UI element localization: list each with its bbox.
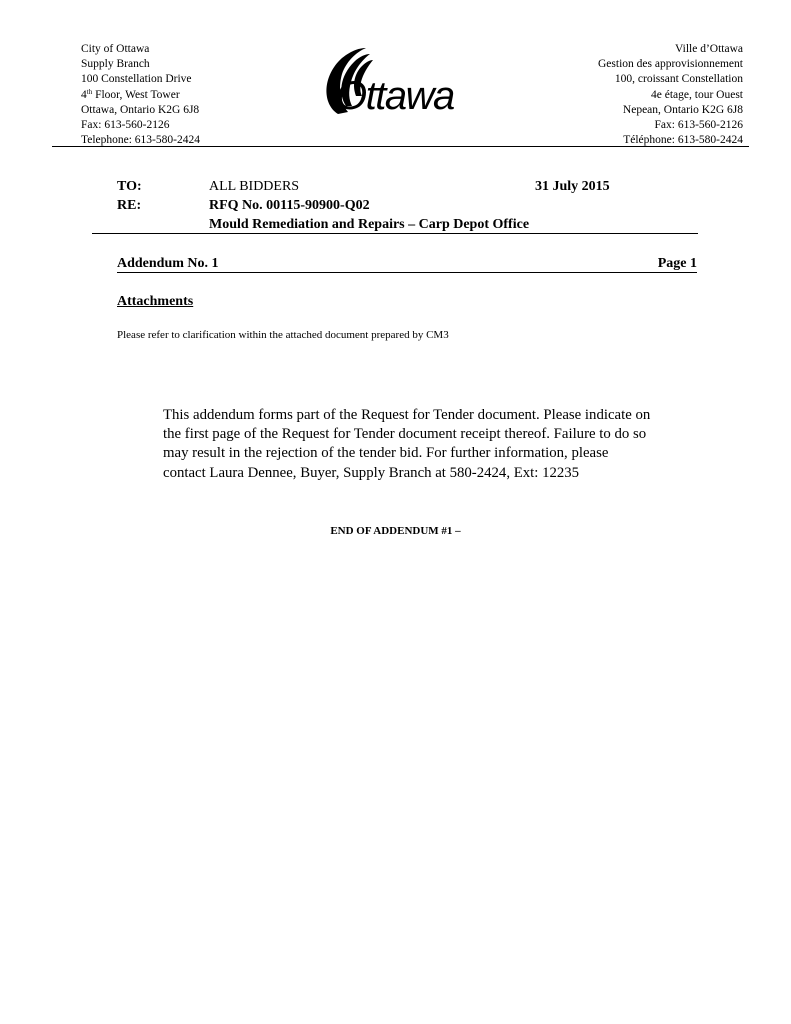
memo-re-row <box>117 196 697 215</box>
letterhead-line: Nepean, Ontario K2G 6J8 <box>622 103 743 116</box>
letterhead-line: Telephone: 613-580-2424 <box>81 134 200 147</box>
logo-wordmark: Ottawa <box>336 74 454 118</box>
letterhead-divider <box>52 146 749 147</box>
floor-suffix: th <box>86 87 93 96</box>
memo-date: 31 July 2015 <box>535 179 610 194</box>
body-paragraph <box>163 406 693 483</box>
memo-subject: Mould Remediation and Repairs – Carp Depot Office <box>209 217 530 232</box>
to-value: ALL BIDDERS <box>209 179 300 194</box>
page-number: Page 1 <box>657 256 697 271</box>
re-value: RFQ No. 00115-90900-Q02 <box>209 198 370 213</box>
letterhead-line: City of Ottawa <box>81 43 150 55</box>
body-line: contact Laura Dennee, Buyer, Supply Branch at 580-2424, Ext: 12235 <box>163 464 580 481</box>
memo-divider <box>92 233 698 234</box>
re-label: RE: <box>117 198 142 213</box>
memo-to-row <box>117 177 697 196</box>
letterhead-line: 4e étage, tour Ouest <box>651 88 743 101</box>
memo-header <box>117 177 697 234</box>
end-text: END OF ADDENDUM #1 – <box>330 525 461 537</box>
letterhead-line: Fax: 613-560-2126 <box>81 119 170 132</box>
floor-text: Floor, West Tower <box>95 88 180 101</box>
ottawa-logo <box>316 44 492 120</box>
body-line: This addendum forms part of the Request for Tender document. Please indicate on <box>163 407 651 423</box>
letterhead-line: Fax: 613-560-2126 <box>654 119 743 132</box>
letterhead-line: 100 Constellation Drive <box>81 73 192 86</box>
letterhead-french-address <box>598 42 743 148</box>
end-of-addendum <box>0 525 791 537</box>
body-line: the first page of the Request for Tender document receipt thereof. Failure to do so <box>163 426 647 443</box>
addendum-number: Addendum No. 1 <box>117 256 219 271</box>
body-line: may result in the rejection of the tender bid. For further information, please <box>163 445 609 462</box>
letterhead-line: Ville d’Ottawa <box>675 43 743 55</box>
memo-subject-row <box>117 215 697 234</box>
letterhead-line: Supply Branch <box>81 58 150 71</box>
letterhead-line: Ottawa, Ontario K2G 6J8 <box>81 103 200 116</box>
letterhead-line: Gestion des approvisionnement <box>597 58 743 71</box>
to-label: TO: <box>117 179 142 194</box>
attachments-heading: Attachments <box>117 294 194 309</box>
letterhead-line: 100, croissant Constellation <box>614 73 743 86</box>
letterhead-line-floor <box>81 88 200 103</box>
addendum-divider <box>117 272 697 273</box>
attachments-note: Please refer to clarification within the attached document prepared by CM3 <box>117 329 449 341</box>
letterhead-english-address <box>81 42 200 148</box>
letterhead-line: Téléphone: 613-580-2424 <box>623 134 743 147</box>
floor-number: 4 <box>81 88 87 101</box>
